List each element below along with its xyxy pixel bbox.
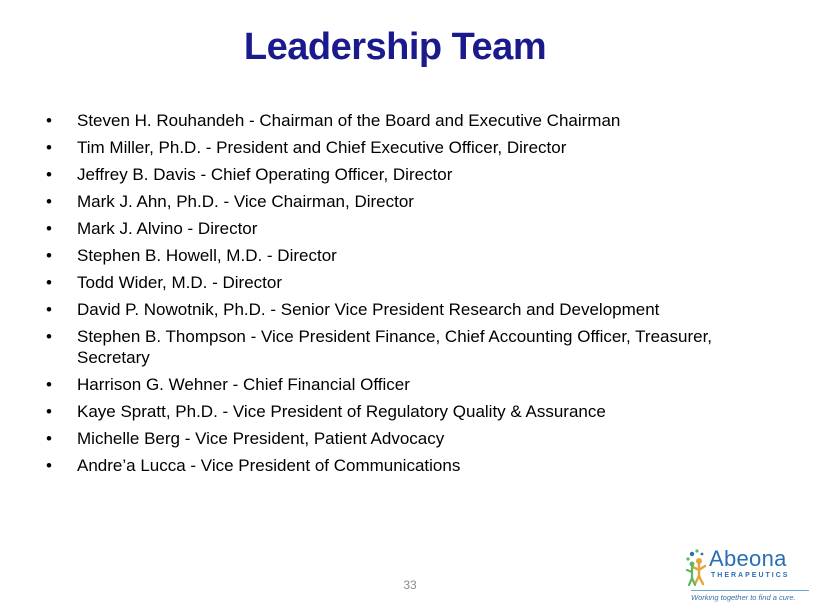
list-item: [46, 164, 786, 185]
list-item: [46, 374, 786, 395]
bullet-icon: •: [46, 273, 52, 292]
list-item-text: Steven H. Rouhandeh - Chairman of the Board and Executive Chairman: [77, 111, 621, 130]
list-item-text: Tim Miller, Ph.D. - President and Chief Executive Officer, Director: [77, 138, 567, 157]
logo-wordmark: Abeona: [709, 546, 787, 571]
list-item: [46, 428, 786, 449]
page-number: 33: [403, 578, 417, 592]
list-item-text: Michelle Berg - Vice President, Patient Advocacy: [77, 429, 445, 448]
list-item-text: Kaye Spratt, Ph.D. - Vice President of Regulatory Quality & Assurance: [77, 402, 606, 421]
bullet-icon: •: [46, 429, 52, 448]
list-item: [46, 455, 786, 476]
leadership-list: [46, 110, 786, 482]
list-item-text: Mark J. Alvino - Director: [77, 219, 258, 238]
list-item: [46, 137, 786, 158]
logo-subtitle: THERAPEUTICS: [711, 572, 790, 579]
list-item: [46, 299, 786, 320]
bullet-icon: •: [46, 402, 52, 421]
bullet-icon: •: [46, 246, 52, 265]
list-item-text: Stephen B. Thompson - Vice President Finance, Chief Accounting Officer, Treasurer, Secretary: [77, 327, 713, 367]
company-logo: [683, 546, 809, 604]
bullet-icon: •: [46, 219, 52, 238]
logo-divider: [691, 590, 809, 591]
list-item: [46, 401, 786, 422]
bullet-icon: •: [46, 456, 52, 475]
bullet-icon: •: [46, 192, 52, 211]
list-item-text: Stephen B. Howell, M.D. - Director: [77, 246, 337, 265]
list-item: [46, 245, 786, 266]
list-item-text: Todd Wider, M.D. - Director: [77, 273, 282, 292]
bullet-icon: •: [46, 111, 52, 130]
list-item: [46, 218, 786, 239]
bullet-icon: •: [46, 165, 52, 184]
list-item: [46, 326, 786, 368]
list-item-text: Harrison G. Wehner - Chief Financial Officer: [77, 375, 410, 394]
list-item-text: Mark J. Ahn, Ph.D. - Vice Chairman, Director: [77, 192, 414, 211]
slide-title: Leadership Team: [243, 26, 547, 68]
bullet-icon: •: [46, 375, 52, 394]
bullet-icon: •: [46, 138, 52, 157]
bullet-icon: •: [46, 300, 52, 319]
list-item: [46, 191, 786, 212]
list-item: [46, 110, 786, 131]
bullet-icon: •: [46, 327, 52, 346]
list-item-text: David P. Nowotnik, Ph.D. - Senior Vice President Research and Development: [77, 300, 660, 319]
logo-tagline: Working together to find a cure.: [691, 593, 796, 602]
list-item-text: Jeffrey B. Davis - Chief Operating Officer, Director: [77, 165, 453, 184]
list-item-text: Andre’a Lucca - Vice President of Communications: [77, 456, 461, 475]
list-item: [46, 272, 786, 293]
logo-mark-icon: [683, 548, 711, 590]
